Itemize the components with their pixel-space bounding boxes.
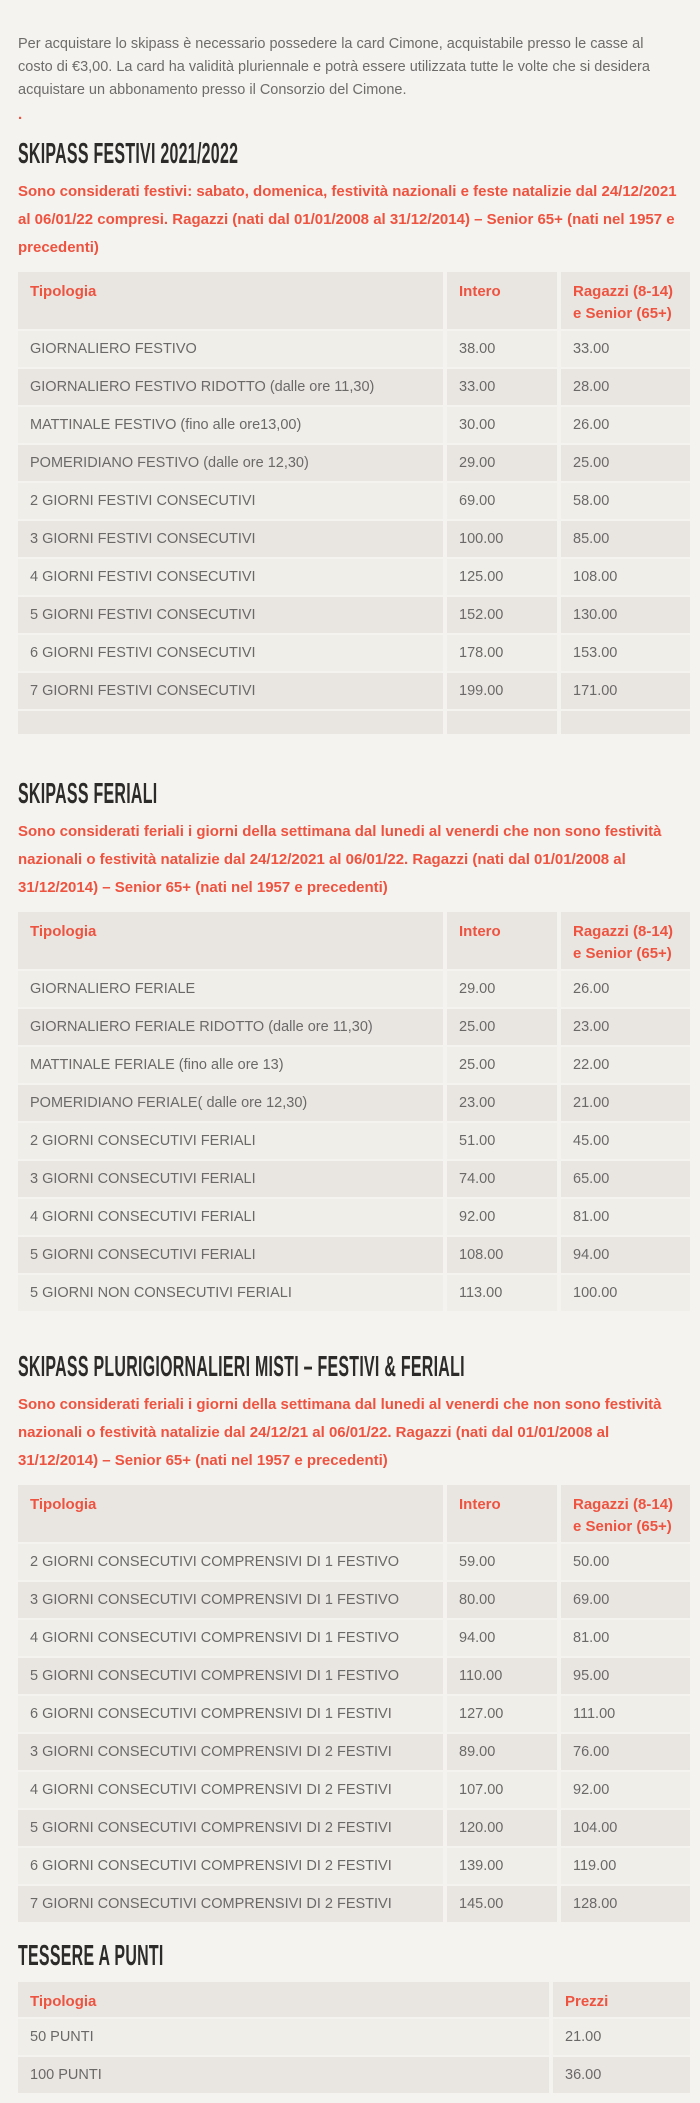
cell-ragazzi-senior: 128.00 (561, 1886, 690, 1922)
cell-tipologia: 2 GIORNI CONSECUTIVI FERIALI (18, 1123, 443, 1159)
cell-intero: 94.00 (447, 1620, 557, 1656)
cell-prezzi: 36.00 (553, 2057, 690, 2093)
header-cell-ragazzi-senior: Ragazzi (8-14) e Senior (65+) (561, 1485, 690, 1542)
cell-intero: 69.00 (447, 483, 557, 519)
table-row (18, 673, 690, 709)
points-card-table (18, 1982, 690, 2093)
cell-tipologia: 3 GIORNI CONSECUTIVI FERIALI (18, 1161, 443, 1197)
section-title: TESSERE A PUNTI (18, 1940, 164, 1972)
table-header-row (18, 1982, 690, 2017)
table-row (18, 1275, 690, 1311)
cell-intero: 80.00 (447, 1582, 557, 1618)
cell-intero: 127.00 (447, 1696, 557, 1732)
table-row (18, 1886, 690, 1922)
cell-ragazzi-senior: 21.00 (561, 1085, 690, 1121)
cell-ragazzi-senior: 23.00 (561, 1009, 690, 1045)
cell-tipologia: GIORNALIERO FESTIVO (18, 331, 443, 367)
table-row (18, 971, 690, 1007)
cell-intero: 110.00 (447, 1658, 557, 1694)
cell-ragazzi-senior: 100.00 (561, 1275, 690, 1311)
cell-intero: 199.00 (447, 673, 557, 709)
pricing-table (18, 912, 690, 1311)
cell-tipologia: 2 GIORNI FESTIVI CONSECUTIVI (18, 483, 443, 519)
cell-ragazzi-senior: 85.00 (561, 521, 690, 557)
table-row (18, 2019, 690, 2055)
cell-tipologia: 5 GIORNI NON CONSECUTIVI FERIALI (18, 1275, 443, 1311)
table-row (18, 1161, 690, 1197)
cell-tipologia: 2 GIORNI CONSECUTIVI COMPRENSIVI DI 1 FESTIVO (18, 1544, 443, 1580)
header-cell-tipologia: Tipologia (18, 912, 443, 969)
empty-cell (447, 711, 557, 734)
cell-intero: 33.00 (447, 369, 557, 405)
table-row (18, 331, 690, 367)
cell-intero: 178.00 (447, 635, 557, 671)
table-row (18, 1734, 690, 1770)
cell-tipologia: 3 GIORNI CONSECUTIVI COMPRENSIVI DI 1 FESTIVO (18, 1582, 443, 1618)
cell-intero: 152.00 (447, 597, 557, 633)
table-body (18, 971, 690, 1311)
cell-ragazzi-senior: 33.00 (561, 331, 690, 367)
cell-intero: 59.00 (447, 1544, 557, 1580)
header-cell-intero: Intero (447, 1485, 557, 1542)
cell-ragazzi-senior: 45.00 (561, 1123, 690, 1159)
empty-cell (18, 711, 443, 734)
table-row (18, 369, 690, 405)
cell-tipologia: 6 GIORNI CONSECUTIVI COMPRENSIVI DI 1 FESTIVI (18, 1696, 443, 1732)
cell-tipologia: 3 GIORNI FESTIVI CONSECUTIVI (18, 521, 443, 557)
table-header-row (18, 912, 690, 969)
cell-ragazzi-senior: 95.00 (561, 1658, 690, 1694)
cell-tipologia: 5 GIORNI CONSECUTIVI COMPRENSIVI DI 1 FESTIVO (18, 1658, 443, 1694)
table-row (18, 635, 690, 671)
cell-tipologia: POMERIDIANO FERIALE( dalle ore 12,30) (18, 1085, 443, 1121)
section-title: SKIPASS FERIALI (18, 778, 158, 810)
cell-ragazzi-senior: 111.00 (561, 1696, 690, 1732)
cell-tipologia: 5 GIORNI CONSECUTIVI FERIALI (18, 1237, 443, 1273)
table-header-row (18, 272, 690, 329)
cell-intero: 113.00 (447, 1275, 557, 1311)
cell-tipologia: 5 GIORNI CONSECUTIVI COMPRENSIVI DI 2 FESTIVI (18, 1810, 443, 1846)
section-title: SKIPASS PLURIGIORNALIERI MISTI – FESTIVI & FERIALI (18, 1351, 465, 1383)
header-cell-tipologia: Tipologia (18, 1485, 443, 1542)
pricing-table (18, 1485, 690, 1922)
table-row (18, 1848, 690, 1884)
cell-ragazzi-senior: 94.00 (561, 1237, 690, 1273)
table-row (18, 445, 690, 481)
cell-ragazzi-senior: 153.00 (561, 635, 690, 671)
cell-tipologia: 7 GIORNI CONSECUTIVI COMPRENSIVI DI 2 FESTIVI (18, 1886, 443, 1922)
cell-tipologia: MATTINALE FERIALE (fino alle ore 13) (18, 1047, 443, 1083)
header-cell-tipologia: Tipologia (18, 272, 443, 329)
cell-intero: 108.00 (447, 1237, 557, 1273)
cell-tipologia: 4 GIORNI CONSECUTIVI COMPRENSIVI DI 1 FESTIVO (18, 1620, 443, 1656)
header-cell-intero: Intero (447, 912, 557, 969)
pricing-table (18, 272, 690, 734)
cell-tipologia: 4 GIORNI FESTIVI CONSECUTIVI (18, 559, 443, 595)
cell-tipologia: 4 GIORNI CONSECUTIVI COMPRENSIVI DI 2 FESTIVI (18, 1772, 443, 1808)
cell-ragazzi-senior: 69.00 (561, 1582, 690, 1618)
cell-tipologia: 4 GIORNI CONSECUTIVI FERIALI (18, 1199, 443, 1235)
cell-ragazzi-senior: 22.00 (561, 1047, 690, 1083)
table-row (18, 521, 690, 557)
cell-ragazzi-senior: 50.00 (561, 1544, 690, 1580)
cell-intero: 89.00 (447, 1734, 557, 1770)
section-skipass-festivi (18, 138, 690, 734)
table-row (18, 1009, 690, 1045)
cell-intero: 145.00 (447, 1886, 557, 1922)
table-row (18, 1582, 690, 1618)
header-cell-ragazzi-senior: Ragazzi (8-14) e Senior (65+) (561, 272, 690, 329)
table-row (18, 1696, 690, 1732)
header-cell-ragazzi-senior: Ragazzi (8-14) e Senior (65+) (561, 912, 690, 969)
cell-intero: 25.00 (447, 1047, 557, 1083)
cell-intero: 30.00 (447, 407, 557, 443)
cell-intero: 29.00 (447, 971, 557, 1007)
table-body (18, 1544, 690, 1922)
cell-ragazzi-senior: 108.00 (561, 559, 690, 595)
cell-tipologia: 6 GIORNI FESTIVI CONSECUTIVI (18, 635, 443, 671)
section-skipass-misti (18, 1351, 690, 1922)
table-header-row (18, 1485, 690, 1542)
cell-intero: 107.00 (447, 1772, 557, 1808)
cell-intero: 25.00 (447, 1009, 557, 1045)
table-row (18, 1772, 690, 1808)
cell-ragazzi-senior: 65.00 (561, 1161, 690, 1197)
table-row (18, 1237, 690, 1273)
cell-intero: 125.00 (447, 559, 557, 595)
cell-intero: 23.00 (447, 1085, 557, 1121)
table-row (18, 1658, 690, 1694)
cell-intero: 38.00 (447, 331, 557, 367)
table-row (18, 1047, 690, 1083)
cell-ragazzi-senior: 26.00 (561, 407, 690, 443)
cell-intero: 92.00 (447, 1199, 557, 1235)
cell-tipologia: 50 PUNTI (18, 2019, 549, 2055)
cell-ragazzi-senior: 130.00 (561, 597, 690, 633)
cell-tipologia: 100 PUNTI (18, 2057, 549, 2093)
cell-ragazzi-senior: 104.00 (561, 1810, 690, 1846)
cell-ragazzi-senior: 119.00 (561, 1848, 690, 1884)
cell-ragazzi-senior: 26.00 (561, 971, 690, 1007)
table-row (18, 1810, 690, 1846)
header-cell-prezzi: Prezzi (553, 1982, 690, 2017)
cell-tipologia: GIORNALIERO FERIALE RIDOTTO (dalle ore 11,30) (18, 1009, 443, 1045)
section-title: SKIPASS FESTIVI 2021/2022 (18, 138, 239, 170)
cell-intero: 29.00 (447, 445, 557, 481)
table-row (18, 559, 690, 595)
empty-cell (561, 711, 690, 734)
cell-intero: 74.00 (447, 1161, 557, 1197)
table-row (18, 1199, 690, 1235)
cell-tipologia: 5 GIORNI FESTIVI CONSECUTIVI (18, 597, 443, 633)
section-note: Sono considerati feriali i giorni della settimana dal lunedi al venerdi che non sono festività nazionali o festività natalizie dal 24/12/21 al 06/01/22. Ragazzi (nati dal 01/01/2008 al 31/12/2014) – Senior 65+ (nati nel 1957 e precedenti) (18, 1396, 662, 1469)
section-tessere-a-punti (18, 1940, 690, 2093)
header-cell-tipologia: Tipologia (18, 1982, 549, 2017)
cell-ragazzi-senior: 25.00 (561, 445, 690, 481)
cell-prezzi: 21.00 (553, 2019, 690, 2055)
cell-tipologia: GIORNALIERO FESTIVO RIDOTTO (dalle ore 11,30) (18, 369, 443, 405)
cell-intero: 120.00 (447, 1810, 557, 1846)
table-row (18, 1620, 690, 1656)
cell-intero: 139.00 (447, 1848, 557, 1884)
cell-intero: 51.00 (447, 1123, 557, 1159)
section-note: Sono considerati feriali i giorni della settimana dal lunedi al venerdi che non sono festività nazionali o festività natalizie dal 24/12/2021 al 06/01/22. Ragazzi (nati dal 01/01/2008 al 31/12/2014) – Senior 65+ (nati nel 1957 e precedenti) (18, 823, 662, 896)
table-row (18, 407, 690, 443)
cell-intero: 100.00 (447, 521, 557, 557)
cell-ragazzi-senior: 76.00 (561, 1734, 690, 1770)
cell-tipologia: POMERIDIANO FESTIVO (dalle ore 12,30) (18, 445, 443, 481)
cell-tipologia: 6 GIORNI CONSECUTIVI COMPRENSIVI DI 2 FESTIVI (18, 1848, 443, 1884)
cell-ragazzi-senior: 171.00 (561, 673, 690, 709)
cell-ragazzi-senior: 28.00 (561, 369, 690, 405)
cell-tipologia: 7 GIORNI FESTIVI CONSECUTIVI (18, 673, 443, 709)
table-row (18, 483, 690, 519)
cell-tipologia: MATTINALE FESTIVO (fino alle ore13,00) (18, 407, 443, 443)
cell-tipologia: GIORNALIERO FERIALE (18, 971, 443, 1007)
cell-ragazzi-senior: 58.00 (561, 483, 690, 519)
table-row (18, 1544, 690, 1580)
cell-ragazzi-senior: 81.00 (561, 1620, 690, 1656)
table-row (18, 1085, 690, 1121)
cell-tipologia: 3 GIORNI CONSECUTIVI COMPRENSIVI DI 2 FESTIVI (18, 1734, 443, 1770)
cell-ragazzi-senior: 81.00 (561, 1199, 690, 1235)
dot-link[interactable]: . (18, 106, 23, 123)
table-row (18, 597, 690, 633)
intro-paragraph: Per acquistare lo skipass è necessario possedere la card Cimone, acquistabile presso le casse al costo di €3,00. La card ha validità pluriennale e potrà essere utilizzata tutte le volte che si desidera acquistare un abbonamento presso il Consorzio del Cimone. (18, 36, 650, 98)
section-skipass-feriali (18, 778, 690, 1311)
header-cell-intero: Intero (447, 272, 557, 329)
table-row (18, 2057, 690, 2093)
table-row (18, 1123, 690, 1159)
table-body (18, 2019, 690, 2093)
cell-ragazzi-senior: 92.00 (561, 1772, 690, 1808)
table-body (18, 331, 690, 734)
section-note: Sono considerati festivi: sabato, domenica, festività nazionali e feste natalizie dal 24/12/2021 al 06/01/22 compresi. Ragazzi (nati dal 01/01/2008 al 31/12/2014) – Senior 65+ (nati nel 1957 e precedenti) (18, 183, 677, 256)
table-empty-row (18, 711, 690, 734)
